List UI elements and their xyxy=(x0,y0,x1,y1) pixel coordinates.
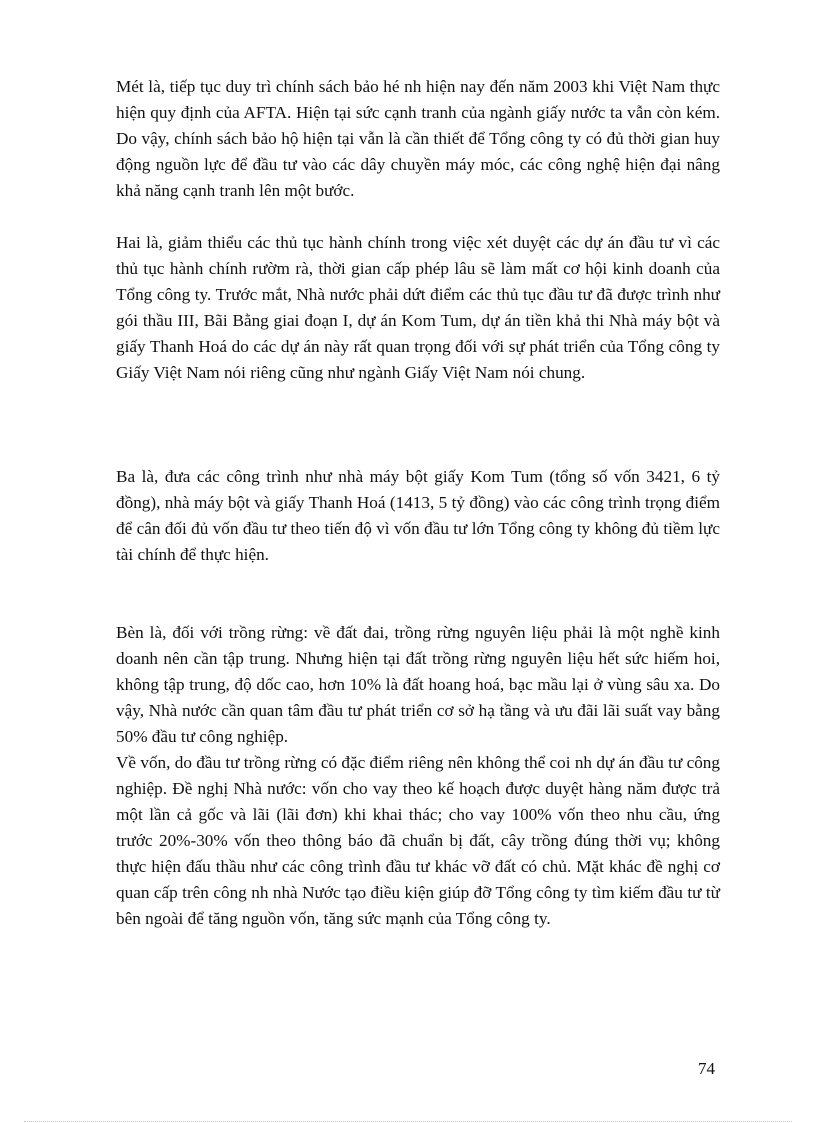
paragraph-4: Bèn là, đối với trồng rừng: về đất đai, trồng rừng nguyên liệu phải là một nghề kinh doanh nên cần tập trung. Nhưng hiện tại đất trồng rừng nguyên liệu hết sức hiếm hoi, không tập trung, độ dốc cao, hơn 10% là đất hoang hoá, bạc mầu lại ở vùng sâu xa. Do vậy, Nhà nước cần quan tâm đầu tư phát triển cơ sở hạ tầng và ưu đãi lãi suất vay bằng 50% đầu tư công nghiệp. xyxy=(116,623,720,746)
page-bottom-divider xyxy=(24,1121,792,1122)
paragraph-1: Mét là, tiếp tục duy trì chính sách bảo hé nh hiện nay đến năm 2003 khi Việt Nam thực hiện quy định của AFTA. Hiện tại sức cạnh tranh của ngành giấy nước ta vẫn còn kém. Do vậy, chính sách bảo hộ hiện tại vẫn là cần thiết để Tổng công ty có đủ thời gian huy động nguồn lực để đầu tư vào các dây chuyền máy móc, các công nghệ hiện đại nâng khả năng cạnh tranh lên một bước. xyxy=(116,77,720,200)
paragraph-5: Về vốn, do đầu tư trồng rừng có đặc điểm riêng nên không thể coi nh dự án đầu tư công nghiệp. Đề nghị Nhà nước: vốn cho vay theo kế hoạch được duyệt hàng năm được trả một lần cả gốc và lãi (lãi đơn) khi khai thác; cho vay 100% vốn theo nhu cầu, ứng trước 20%-30% vốn theo thông báo đã chuẩn bị đất, cây trồng đúng thời vụ; không thực hiện đấu thầu như các công trình đầu tư khác vỡ đất có chủ. Mặt khác đề nghị cơ quan cấp trên công nh nhà Nước tạo điều kiện giúp đỡ Tổng công ty tìm kiếm đầu tư từ bên ngoài để tăng nguồn vốn, tăng sức mạnh của Tổng công ty. xyxy=(116,753,720,928)
paragraph-2: Hai là, giảm thiểu các thủ tục hành chính trong việc xét duyệt các dự án đầu tư vì các thủ tục hành chính rườm rà, thời gian cấp phép lâu sẽ làm mất cơ hội kinh doanh của Tổng công ty. Trước mắt, Nhà nước phải dứt điểm các thủ tục đầu tư đã được trình như gói thầu III, Bãi Bằng giai đoạn I, dự án Kom Tum, dự án tiền khả thi Nhà máy bột và giấy Thanh Hoá do các dự án này rất quan trọng đối với sự phát triển của Tổng công ty Giấy Việt Nam nói riêng cũng như ngành Giấy Việt Nam nói chung. xyxy=(116,233,720,382)
page-number: 74 xyxy=(698,1059,715,1078)
paragraph-3: Ba là, đưa các công trình như nhà máy bột giấy Kom Tum (tổng số vốn 3421, 6 tỷ đồng), nhà máy bột và giấy Thanh Hoá (1413, 5 tỷ đồng) vào các công trình trọng điểm để cân đối đủ vốn đầu tư theo tiến độ vì vốn đầu tư lớn Tổng công ty không đủ tiềm lực tài chính để thực hiện. xyxy=(116,467,720,564)
